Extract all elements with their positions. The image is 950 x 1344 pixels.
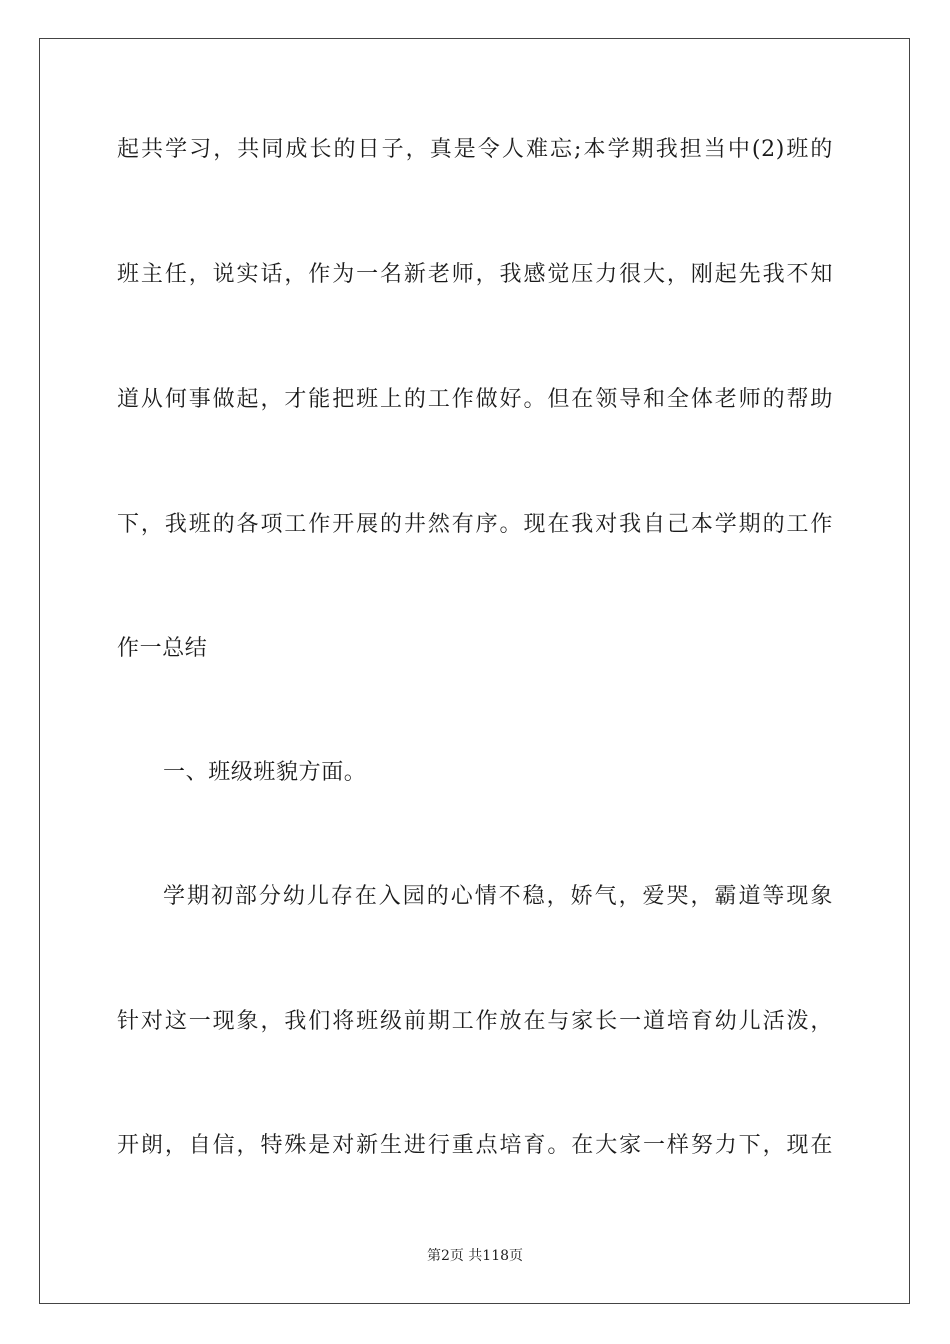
section-heading: 一、班级班貌方面。 [163, 760, 367, 785]
body-line-8: 针对这一现象，我们将班级前期工作放在与家长一道培育幼儿活泼， [117, 1009, 833, 1034]
body-line-5: 作一总结 [117, 636, 208, 661]
page-border [39, 38, 910, 1304]
page-footer: 第2页 共118页 [426, 1248, 524, 1264]
body-line-1: 起共学习，共同成长的日子，真是令人难忘;本学期我担当中(2)班的 [117, 137, 833, 162]
body-line-4: 下，我班的各项工作开展的井然有序。现在我对我自己本学期的工作 [117, 512, 833, 537]
body-line-9: 开朗，自信，特殊是对新生进行重点培育。在大家一样努力下，现在 [117, 1133, 833, 1158]
body-line-2: 班主任，说实话，作为一名新老师，我感觉压力很大，刚起先我不知 [117, 262, 833, 287]
body-line-3: 道从何事做起，才能把班上的工作做好。但在领导和全体老师的帮助 [117, 387, 833, 412]
body-line-7: 学期初部分幼儿存在入园的心情不稳，娇气，爱哭，霸道等现象 [163, 884, 833, 909]
